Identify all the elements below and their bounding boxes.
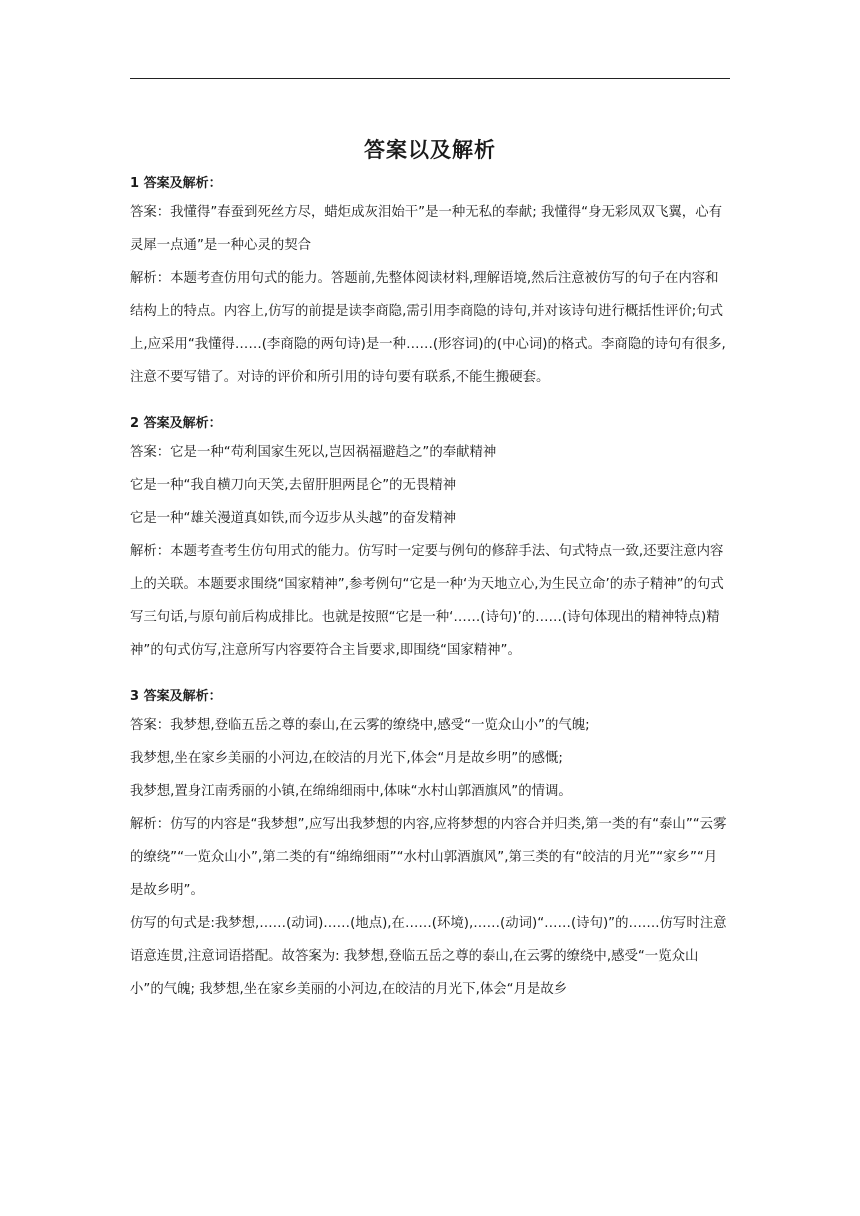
answer-section-2 <box>130 410 730 667</box>
section-heading: 1 答案及解析： <box>130 176 222 191</box>
answer-paragraph: 答案：我懂得”春蚕到死丝方尽，蜡炬成灰泪始干”是一种无私的奉献; 我懂得“身无彩凤双飞翼，心有灵犀一点通”是一种心灵的契合 <box>130 205 722 253</box>
section-spacer <box>130 394 730 410</box>
answer-paragraph: 我梦想,坐在家乡美丽的小河边,在皎洁的月光下,体会“月是故乡明”的感慨; <box>130 751 563 766</box>
section-spacer <box>130 667 730 683</box>
analysis-paragraph: 仿写的句式是:我梦想,……(动词)……(地点),在……(环境),……(动词)“……(诗句)”的…….仿写时注意语意连贯,注意词语搭配。故答案为: 我梦想,登临五岳之尊的泰山,在云雾的缭绕中,感受“一览众山小”的气魄; 我梦想,坐在家乡美丽的小河边,在皎洁的月光下,体会“月是故乡 <box>130 916 727 997</box>
analysis-paragraph: 解析：仿写的内容是“我梦想”,应写出我梦想的内容,应将梦想的内容合并归类,第一类的有“泰山”“云雾的缭绕”“一览众山小”,第二类的有“绵绵细雨”“水村山郭酒旗风”,第三类的有“皎洁的月光”“家乡”“月是故乡明”。 <box>130 817 727 898</box>
analysis-paragraph: 解析：本题考查仿用句式的能力。答题前,先整体阅读材料,理解语境,然后注意被仿写的句子在内容和结构上的特点。内容上,仿写的前提是读李商隐,需引用李商隐的诗句,并对该诗句进行概括性评价;句式上,应采用“我懂得……(李商隐的两句诗)是一种……(形容词)的(中心词)的格式。李商隐的诗句有很多,注意不要写错了。对诗的评价和所引用的诗句要有联系,不能生搬硬套。 <box>130 271 726 385</box>
section-heading: 3 答案及解析： <box>130 689 222 704</box>
answer-paragraph: 它是一种“我自横刀向天笑,去留肝胆两昆仑”的无畏精神 <box>130 478 457 493</box>
analysis-paragraph: 解析：本题考查考生仿句用式的能力。仿写时一定要与例句的修辞手法、句式特点一致,还要注意内容上的关联。本题要求围绕“国家精神”,参考例句“它是一种‘为天地立心,为生民立命’的赤子精神”的句式写三句话,与原句前后构成排比。也就是按照“它是一种‘……(诗句)’的……(诗句体现出的精神特点)精神”的句式仿写,注意所写内容要符合主旨要求,即围绕“国家精神”。 <box>130 544 724 658</box>
answer-paragraph: 答案：我梦想,登临五岳之尊的泰山,在云雾的缭绕中,感受“一览众山小”的气魄; <box>130 718 590 733</box>
header-rule <box>130 78 730 79</box>
document-title: 答案以及解析 <box>364 138 496 162</box>
answer-section-1 <box>130 170 730 394</box>
answer-paragraph: 我梦想,置身江南秀丽的小镇,在绵绵细雨中,体味“水村山郭酒旗风”的情调。 <box>130 784 572 799</box>
answer-paragraph: 答案：它是一种“苟利国家生死以,岂因祸福避趋之”的奉献精神 <box>130 445 497 460</box>
document-body <box>130 170 730 1006</box>
answer-paragraph: 它是一种“雄关漫道真如铁,而今迈步从头越”的奋发精神 <box>130 511 457 526</box>
section-heading: 2 答案及解析： <box>130 416 222 431</box>
answer-section-3 <box>130 683 730 1006</box>
